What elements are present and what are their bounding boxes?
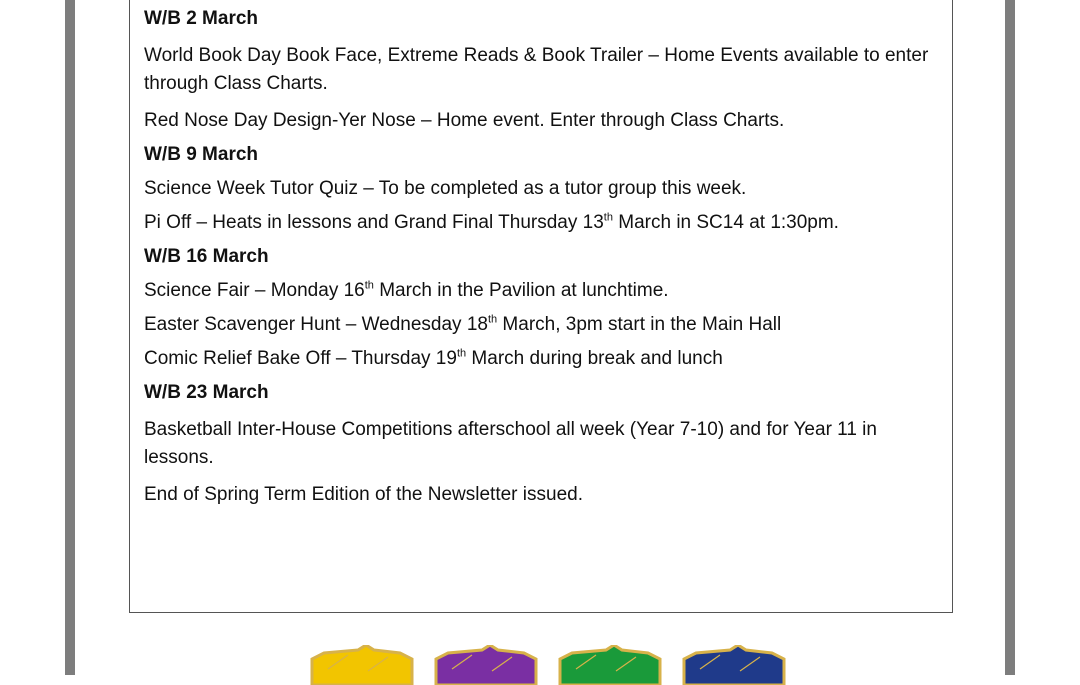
house-shields [308,645,788,685]
section-heading: W/B 2 March [144,8,259,29]
event-item: Easter Scavenger Hunt – Wednesday 18th March, 3pm start in the Main Hall [144,313,782,335]
event-item: Science Fair – Monday 16th March in the Pavilion at lunchtime. [144,279,669,301]
event-item: Pi Off – Heats in lessons and Grand Final Thursday 13th March in SC14 at 1:30pm. [144,211,839,233]
events-box [129,0,953,613]
event-item: Comic Relief Bake Off – Thursday 19th March during break and lunch [144,347,723,369]
event-item: End of Spring Term Edition of the Newsletter issued. [144,484,583,505]
event-item: World Book Day Book Face, Extreme Reads & Book Trailer – Home Events available to enter through Class Charts. [144,45,929,94]
house-shield-yellow [308,645,416,685]
section-heading: W/B 16 March [144,246,269,267]
event-item: Science Week Tutor Quiz – To be completed as a tutor group this week. [144,178,747,199]
events-content [144,8,932,518]
section-heading: W/B 23 March [144,382,269,403]
event-item: Basketball Inter-House Competitions afterschool all week (Year 7-10) and for Year 11 in lessons. [144,419,877,468]
section-heading: W/B 9 March [144,144,259,165]
page-frame-right [1005,0,1015,675]
page-frame-left [65,0,75,675]
house-shield-green [556,645,664,685]
house-shield-blue [680,645,788,685]
house-shield-purple [432,645,540,685]
event-item: Red Nose Day Design-Yer Nose – Home event. Enter through Class Charts. [144,110,785,131]
